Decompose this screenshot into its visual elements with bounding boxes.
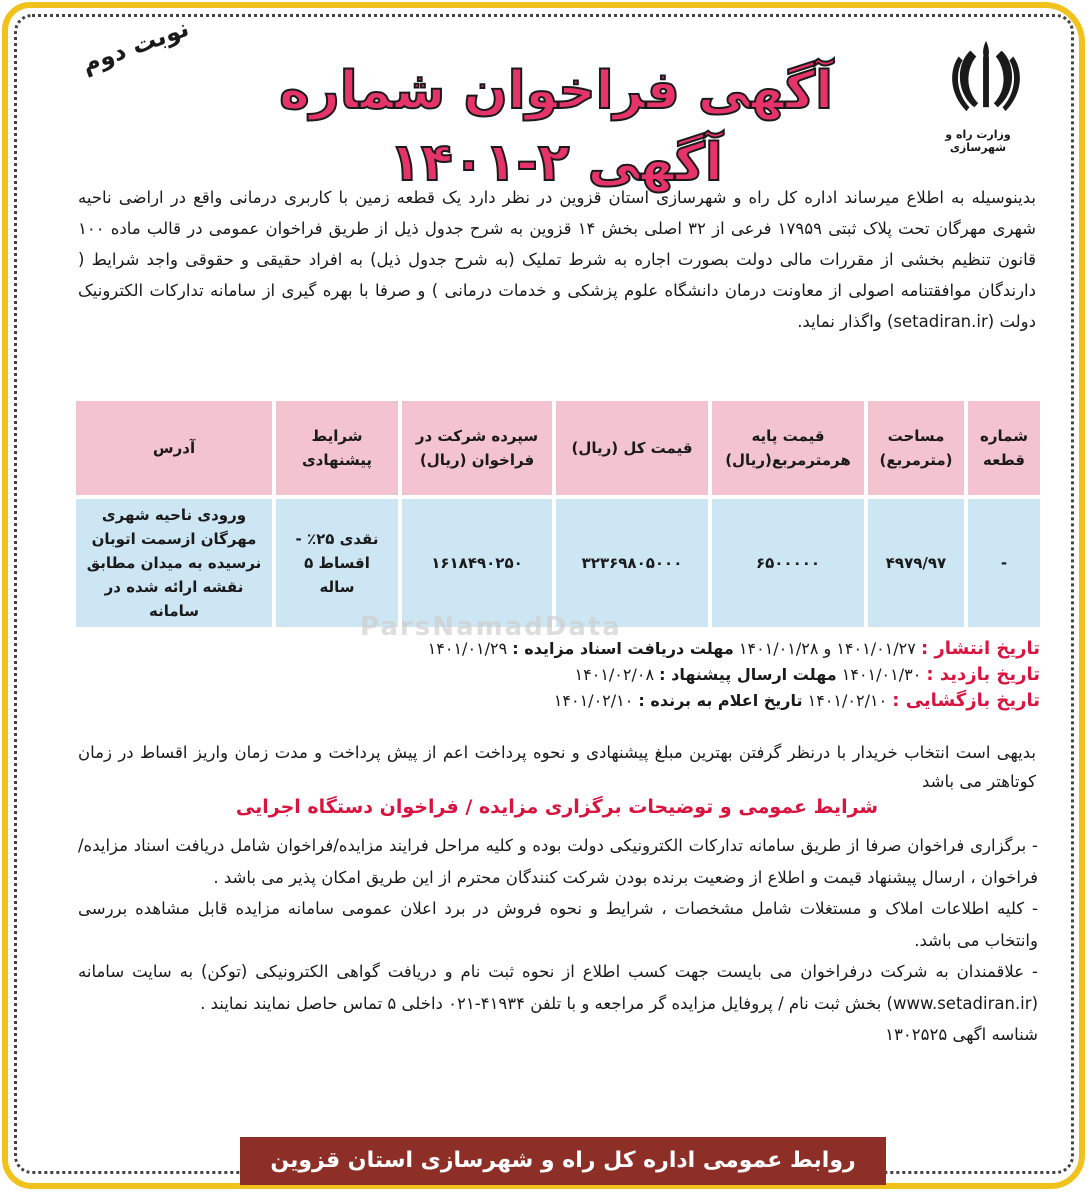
publish-date-value: ۱۴۰۱/۰۱/۲۷ و ۱۴۰۱/۰۱/۲۸ — [738, 639, 916, 658]
publish-date-label: تاریخ انتشار : — [920, 638, 1040, 659]
term-item: - کلیه اطلاعات املاک و مستغلات شامل مشخصات ، شرایط و نحوه فروش در برد اعلان عمومی سامانه مزایده قابل مشاهده بررسی وانتخاب می باشد. — [78, 899, 1038, 950]
term-item: - برگزاری فراخوان صرفا از طریق سامانه تدارکات الکترونیکی دولت بوده و کلیه مراحل فرایند مزایده/فراخوان شامل دریافت اسناد مزایده/فراخوان ، ارسال پیشنهاد قیمت و اطلاع از وضعیت برنده بودن شرکت کنندگان محترم از این طریق امکان پذیر می باشد . — [78, 836, 1038, 887]
cell-parcel-no: - — [968, 499, 1040, 627]
header-deposit: سپرده شرکت در فراخوان (ریال) — [402, 401, 552, 495]
opening-date-label: تاریخ بازگشایی : — [892, 690, 1040, 711]
header-base-price: قیمت پایه هرمترمربع(ریال) — [712, 401, 864, 495]
docs-deadline-label: مهلت دریافت اسناد مزایده : — [512, 639, 734, 658]
ad-id: شناسه اگهی ۱۳۰۲۵۲۵ — [885, 1025, 1038, 1044]
cell-deposit: ۱۶۱۸۴۹۰۲۵۰ — [402, 499, 552, 627]
cell-area: ۴۹۷۹/۹۷ — [868, 499, 964, 627]
section-title: شرایط عمومی و توضیحات برگزاری مزایده / فراخوان دستگاه اجرایی — [235, 796, 879, 818]
header-total-price: قیمت کل (ریال) — [556, 401, 708, 495]
second-round-label: نوبت دوم — [78, 13, 193, 79]
table-header-row — [76, 401, 1040, 495]
iran-emblem-icon — [947, 36, 1025, 116]
visit-date-label: تاریخ بازدید : — [926, 664, 1040, 685]
table-row — [76, 499, 1040, 627]
cell-total-price: ۳۲۳۶۹۸۰۵۰۰۰ — [556, 499, 708, 627]
date-line-opening — [78, 688, 1040, 714]
header-address: آدرس — [76, 401, 272, 495]
winner-date-label: تاریخ اعلام به برنده : — [638, 691, 803, 710]
visit-date-value: ۱۴۰۱/۰۱/۳۰ — [841, 665, 922, 684]
dates-block — [78, 636, 1040, 714]
terms-block — [78, 830, 1038, 1051]
date-line-visit — [78, 662, 1040, 688]
ministry-name: وزارت راه و شهرسازی — [945, 128, 1011, 154]
footer-banner: روابط عمومی اداره کل راه و شهرسازی استان قزوین — [240, 1137, 886, 1185]
winner-date-value: ۱۴۰۱/۰۲/۱۰ — [553, 691, 634, 710]
offer-deadline-value: ۱۴۰۱/۰۲/۰۸ — [574, 665, 655, 684]
page-title: آگهی فراخوان شماره آگهی ۲-۱۴۰۱ — [279, 61, 833, 193]
watermark: ParsNamadData — [360, 612, 622, 642]
offer-deadline-label: مهلت ارسال پیشنهاد : — [659, 665, 837, 684]
selection-note: بدیهی است انتخاب خریدار با درنظر گرفتن بهترین مبلغ پیشنهادی و نحوه پرداخت اعم از پیش پرداخت و مدت زمان واریز اقساط در زمان کوتاهتر می باشد — [78, 743, 1036, 791]
header-terms: شرایط پیشنهادی — [276, 401, 398, 495]
docs-deadline-value: ۱۴۰۱/۰۱/۲۹ — [427, 639, 508, 658]
cell-base-price: ۶۵۰۰۰۰۰ — [712, 499, 864, 627]
parcel-table — [72, 397, 1044, 631]
date-line-publish — [78, 636, 1040, 662]
intro-paragraph: بدینوسیله به اطلاع میرساند اداره کل راه و شهرسازی استان قزوین در نظر دارد یک قطعه زمین با کاربری درمانی واقع در اراضی ناحیه شهری مهرگان تحت پلاک ثبتی ۱۷۹۵۹ فرعی از ۳۲ اصلی بخش ۱۴ قزوین به شرح جدول ذیل از طریق فراخوان عمومی در قالب ماده ۱۰۰ قانون تنظیم بخشی از مقررات مالی دولت بصورت اجاره به شرط تملیک (به شرح جدول ذیل) به افراد حقیقی و حقوقی واجد شرایط ( دارندگان موافقتنامه اصولی از معاونت درمان دانشگاه علوم پزشکی و خدمات درمانی ) و صرفا با بهره گیری از سامانه تدارکات الکترونیک دولت (setadiran.ir) واگذار نماید. — [78, 188, 1036, 331]
cell-address: ورودی ناحیه شهری مهرگان ازسمت اتوبان نرسیده به میدان مطابق نقشه ارائه شده در سامانه — [76, 499, 272, 627]
header-area: مساحت (مترمربع) — [868, 401, 964, 495]
cell-terms: نقدی ۲۵٪ - اقساط ۵ ساله — [276, 499, 398, 627]
header-parcel-no: شماره قطعه — [968, 401, 1040, 495]
opening-date-value: ۱۴۰۱/۰۲/۱۰ — [807, 691, 888, 710]
term-item: - علاقمندان به شرکت درفراخوان می بایست جهت کسب اطلاع از نحوه ثبت نام و دریافت گواهی الکترونیکی (توکن) به سایت سامانه (www.setadiran.ir) بخش ثبت نام / پروفایل مزایده گر مراجعه و با تلفن ۴۱۹۳۴-۰۲۱ داخلی ۵ تماس حاصل نمایند نمایند . — [78, 962, 1038, 1013]
